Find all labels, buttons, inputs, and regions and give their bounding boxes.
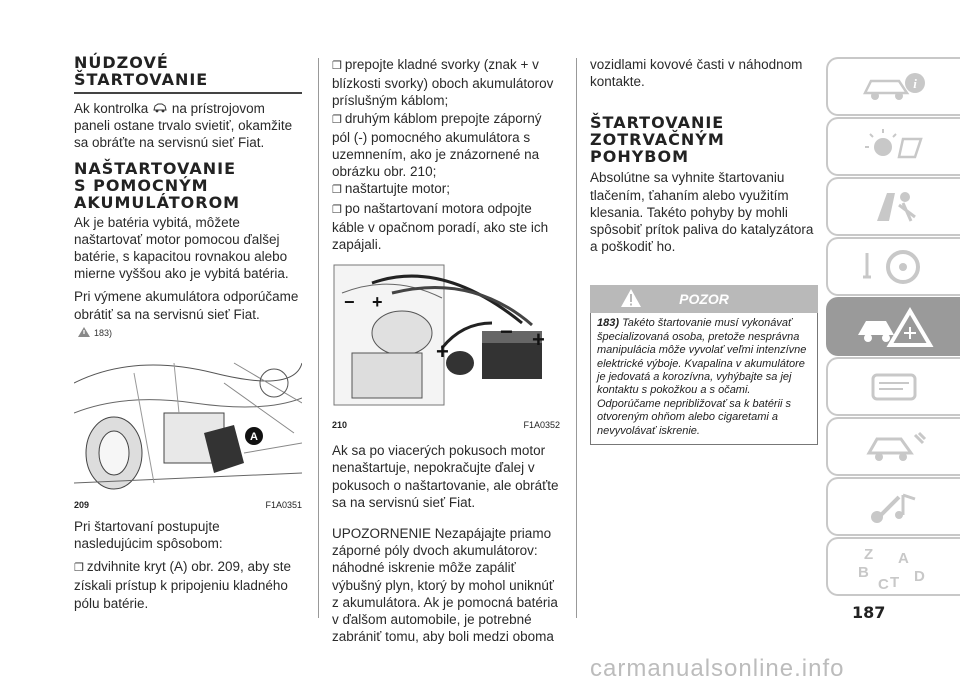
bullet-connect-positive: ❐ prepojte kladné svorky (znak + v blízkosti svorky) oboch akumulátorov príslušným káblom; — [332, 56, 560, 110]
multimedia-icon — [859, 487, 929, 527]
paragraph-continued: vozidlami kovové časti v náhodnom kontakte. — [590, 57, 803, 90]
maintenance-car-icon — [859, 367, 929, 407]
index-letter: A — [898, 549, 909, 567]
engine-bay-illustration — [74, 343, 302, 493]
tab-airbag-seat[interactable] — [826, 177, 960, 236]
figure-code: F1A0352 — [523, 420, 560, 431]
page-number: 187 — [852, 603, 886, 622]
bullet-connect-negative: ❐ druhým káblom prepojte záporný pól (-) pomocného akumulátora s uzemnením, ako je znázornené na obrázku obr. 210; — [332, 110, 560, 181]
paragraph-multiple-attempts: Ak sa po viacerých pokusoch motor nenaštartuje, nepokračujte ďalej v pokusoch o naštartovanie, ale obráťte sa na servisnú sieť Fiat. — [332, 443, 559, 510]
index-letter: B — [858, 563, 869, 581]
airbag-seat-icon — [859, 187, 929, 227]
tab-technical-data[interactable] — [826, 417, 960, 476]
paragraph-push-start: Absolútne sa vyhnite štartovaniu tlačením, ťahaním alebo využitím klesania. Takéto pohyby by mohli spôsobiť prítok paliva do katalyzátora a poškodiť ho. — [590, 170, 814, 255]
warning-reference — [78, 327, 302, 339]
dashboard-lights-icon — [859, 129, 929, 165]
heading-nudzove: NÚDZOVÉ — [74, 53, 169, 72]
tab-index[interactable] — [826, 537, 960, 596]
jump-start-illustration — [332, 263, 560, 413]
column-divider — [318, 58, 319, 618]
heading-rule — [74, 92, 302, 94]
warning-number: 183) — [597, 317, 620, 330]
bullet-disconnect: ❐ po naštartovaní motora odpojte káble v opačnom poradí, ako ste ich zapájali. — [332, 200, 560, 254]
index-letter: C — [878, 575, 889, 593]
figure-number: 209 — [74, 499, 90, 510]
column-2 — [332, 0, 560, 651]
minus-sign-left: − — [344, 292, 355, 313]
paragraph-upozornenie: UPOZORNENIE Nezapájajte priamo záporné póly dvoch akumulátorov: náhodné iskrenie môže zapáliť výbušný plyn, ktorý by mohol uniknúť z akumulátora. Ak je pomocná batéria v ďalšom automobile, je potrebné zabrániť tomu, aby boli medzi oboma — [332, 526, 558, 645]
index-letter: Z — [864, 545, 874, 563]
paragraph-replacement: Pri výmene akumulátora odporúčame obrátiť sa na servisnú sieť Fiat. — [74, 289, 299, 322]
text-part: na prístrojovom paneli ostane trvalo svietiť, okamžite sa obráťte na servisnú sieť Fiat. — [74, 101, 293, 151]
minus-sign-battery: − — [500, 319, 513, 345]
reference-number: 183) — [94, 327, 113, 338]
tab-steering-wheel[interactable] — [826, 237, 960, 296]
tab-multimedia[interactable] — [826, 477, 960, 536]
footer-watermark: carmanualsonline.info — [590, 655, 845, 682]
technical-data-icon — [859, 427, 929, 467]
paragraph-procedure: Pri štartovaní postupujte nasledujúcim spôsobom: — [74, 518, 223, 552]
index-alphabet-icon — [854, 541, 934, 593]
bullet-start-engine: ❐ naštartujte motor; — [332, 180, 560, 199]
plus-sign-battery: + — [532, 327, 545, 353]
figure-label-a: A — [250, 430, 258, 443]
heading-nastartovanie: NAŠTARTOVANIE — [74, 158, 236, 178]
warning-triangle-icon — [620, 288, 642, 313]
warning-triangle-car-icon — [854, 305, 934, 349]
car-info-icon — [859, 69, 929, 105]
figure-number: 210 — [332, 420, 348, 431]
warning-text: Takéto štartovanie musí vykonávať špecializovaná osoba, pretože nesprávna manipulácia môže vyvolať veľmi intenzívne elektrické výboje. Kvapalina v akumulátore je jedovatá a korozívna, vyhýbajte sa jej kontaktu s pokožkou a s očami. Odporúčame nepribližovať sa k batérii s otvoreným ohňom alebo cigaretami a nevyvolávať iskrenie. — [597, 317, 807, 437]
plus-sign-car: + — [436, 339, 449, 365]
immobilizer-warning-icon — [152, 101, 172, 116]
text-part: Ak kontrolka — [74, 101, 149, 116]
tab-dashboard-lights[interactable] — [826, 117, 960, 176]
heading-zotrvacnym: ZOTRVAČNÝM POHYBOM — [590, 130, 725, 167]
plus-sign-left: + — [372, 292, 383, 313]
bullet-lift-cover: ❐ zdvihnite kryt (A) obr. 209, aby ste získali prístup k pripojeniu kladného pólu batérie. — [74, 558, 302, 612]
figure-209 — [74, 343, 302, 510]
warning-triangle-icon — [78, 327, 90, 339]
heading-startovanie: ŠTARTOVANIE — [74, 70, 209, 89]
figure-210 — [332, 263, 560, 430]
column-1 — [74, 0, 302, 618]
index-letter: D — [914, 567, 925, 585]
tab-emergency[interactable] — [826, 297, 960, 356]
index-letter: T — [890, 573, 900, 591]
tab-maintenance[interactable] — [826, 357, 960, 416]
paragraph-dead-battery: Ak je batéria vybitá, môžete naštartovať motor pomocou ďalšej batérie, s kapacitou rovnakou alebo mierne vyššou ako je vybitá batéria. — [74, 214, 289, 282]
warning-title: POZOR — [679, 291, 729, 308]
tab-car-info[interactable] — [826, 57, 960, 116]
paragraph-warning-light — [74, 100, 302, 152]
figure-code: F1A0351 — [265, 499, 302, 510]
column-3 — [590, 0, 818, 445]
svg-text:i: i — [913, 75, 917, 91]
warning-box — [590, 313, 818, 445]
steering-wheel-icon — [859, 247, 929, 287]
heading-startovanie-2: ŠTARTOVANIE — [590, 113, 725, 133]
figure-caption — [332, 420, 560, 430]
heading-akumulatorom: AKUMULÁTOROM — [74, 192, 241, 212]
figure-caption — [74, 500, 302, 510]
heading-s-pomocnym: S POMOCNÝM — [74, 175, 209, 195]
column-divider — [576, 58, 577, 618]
warning-header — [590, 285, 818, 313]
